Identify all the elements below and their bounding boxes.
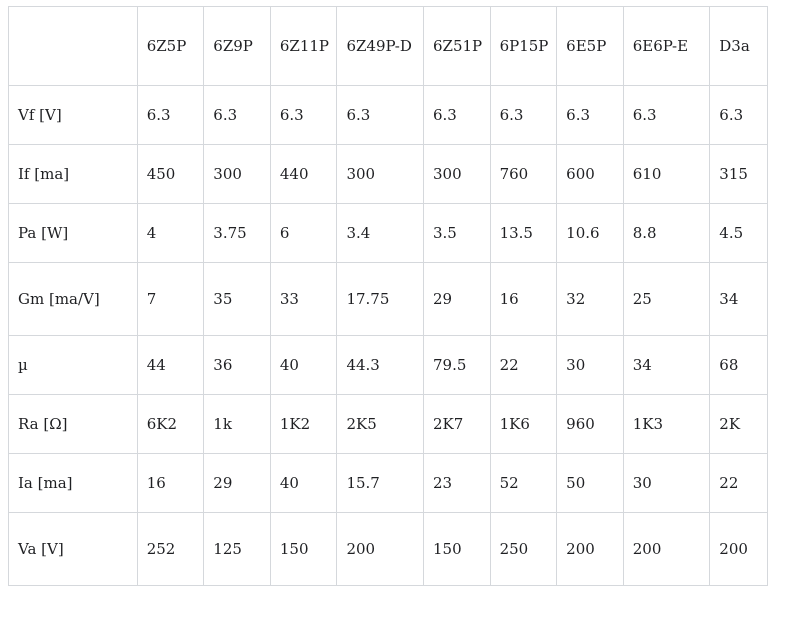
table-cell: 760 — [490, 145, 557, 204]
column-header: 6E5P — [557, 7, 624, 86]
table-row — [9, 263, 768, 336]
table-cell: 33 — [270, 263, 337, 336]
table-cell: 252 — [137, 513, 204, 586]
row-label: Ia [ma] — [9, 454, 138, 513]
row-label: Ra [Ω] — [9, 395, 138, 454]
table-cell: 600 — [557, 145, 624, 204]
table-cell: 6.3 — [710, 86, 768, 145]
table-cell: 1K3 — [623, 395, 710, 454]
row-label: Va [V] — [9, 513, 138, 586]
table-cell: 79.5 — [424, 336, 491, 395]
table-cell: 200 — [623, 513, 710, 586]
row-label: Gm [ma/V] — [9, 263, 138, 336]
table-cell: 6.3 — [623, 86, 710, 145]
table-cell: 250 — [490, 513, 557, 586]
table-cell: 1K6 — [490, 395, 557, 454]
tube-specification-table — [8, 6, 768, 586]
row-label: µ — [9, 336, 138, 395]
table-cell: 6K2 — [137, 395, 204, 454]
column-header: 6Z5P — [137, 7, 204, 86]
table-cell: 13.5 — [490, 204, 557, 263]
table-cell: 68 — [710, 336, 768, 395]
table-cell: 200 — [557, 513, 624, 586]
table-cell: 34 — [623, 336, 710, 395]
table-cell: 6.3 — [337, 86, 424, 145]
table-cell: 300 — [424, 145, 491, 204]
table-row — [9, 454, 768, 513]
row-label: Vf [V] — [9, 86, 138, 145]
table-row — [9, 395, 768, 454]
table-cell: 2K — [710, 395, 768, 454]
table-cell: 23 — [424, 454, 491, 513]
table-cell: 2K5 — [337, 395, 424, 454]
table-cell: 15.7 — [337, 454, 424, 513]
column-header: 6Z11P — [270, 7, 337, 86]
table-row — [9, 145, 768, 204]
table-cell: 50 — [557, 454, 624, 513]
table-cell: 4 — [137, 204, 204, 263]
table-cell: 150 — [270, 513, 337, 586]
table-cell: 40 — [270, 336, 337, 395]
table-cell: 35 — [204, 263, 271, 336]
table-cell: 440 — [270, 145, 337, 204]
table-cell: 17.75 — [337, 263, 424, 336]
table-cell: 6.3 — [557, 86, 624, 145]
column-header: 6Z51P — [424, 7, 491, 86]
table-cell: 610 — [623, 145, 710, 204]
table-cell: 7 — [137, 263, 204, 336]
table-cell: 3.4 — [337, 204, 424, 263]
table-row — [9, 204, 768, 263]
table-row — [9, 336, 768, 395]
table-cell: 450 — [137, 145, 204, 204]
table-cell: 4.5 — [710, 204, 768, 263]
table-cell: 34 — [710, 263, 768, 336]
table-cell: 200 — [710, 513, 768, 586]
table-cell: 30 — [557, 336, 624, 395]
table-cell: 200 — [337, 513, 424, 586]
column-header: 6E6P-E — [623, 7, 710, 86]
table-cell: 300 — [337, 145, 424, 204]
table-cell: 44 — [137, 336, 204, 395]
table-cell: 25 — [623, 263, 710, 336]
table-cell: 22 — [710, 454, 768, 513]
table-cell: 3.5 — [424, 204, 491, 263]
table-cell: 36 — [204, 336, 271, 395]
table-header-row — [9, 7, 768, 86]
table-cell: 30 — [623, 454, 710, 513]
table-corner-cell — [9, 7, 138, 86]
table-cell: 1k — [204, 395, 271, 454]
table-cell: 40 — [270, 454, 337, 513]
table-cell: 44.3 — [337, 336, 424, 395]
column-header: 6Z49P-D — [337, 7, 424, 86]
table-cell: 6.3 — [490, 86, 557, 145]
row-label: Pa [W] — [9, 204, 138, 263]
table-row — [9, 513, 768, 586]
table-cell: 29 — [424, 263, 491, 336]
table-cell: 150 — [424, 513, 491, 586]
table-cell: 6.3 — [270, 86, 337, 145]
table-cell: 3.75 — [204, 204, 271, 263]
table-cell: 32 — [557, 263, 624, 336]
column-header: D3a — [710, 7, 768, 86]
table-cell: 10.6 — [557, 204, 624, 263]
table-cell: 6.3 — [424, 86, 491, 145]
table-cell: 22 — [490, 336, 557, 395]
table-cell: 960 — [557, 395, 624, 454]
table-cell: 2K7 — [424, 395, 491, 454]
table-cell: 6.3 — [204, 86, 271, 145]
table-cell: 16 — [490, 263, 557, 336]
table-cell: 125 — [204, 513, 271, 586]
table-cell: 16 — [137, 454, 204, 513]
table-cell: 300 — [204, 145, 271, 204]
table-cell: 6 — [270, 204, 337, 263]
table-row — [9, 86, 768, 145]
table-cell: 6.3 — [137, 86, 204, 145]
table-cell: 315 — [710, 145, 768, 204]
table-cell: 29 — [204, 454, 271, 513]
table-cell: 1K2 — [270, 395, 337, 454]
table-cell: 52 — [490, 454, 557, 513]
row-label: If [ma] — [9, 145, 138, 204]
column-header: 6Z9P — [204, 7, 271, 86]
column-header: 6P15P — [490, 7, 557, 86]
table-cell: 8.8 — [623, 204, 710, 263]
